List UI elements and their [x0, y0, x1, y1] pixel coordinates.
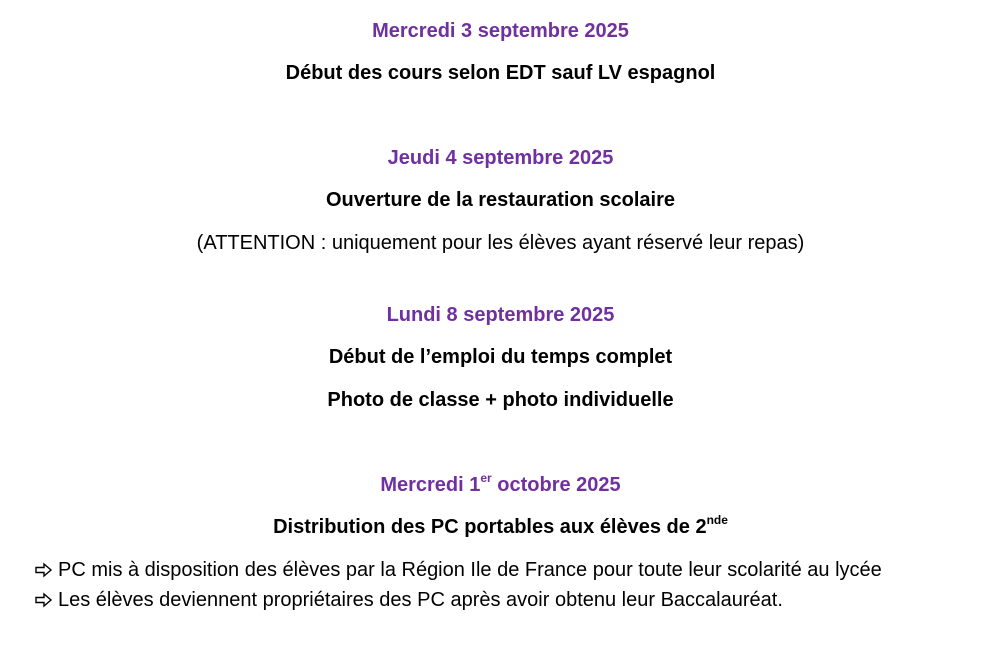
event-line-2: Ouverture de la restauration scolaire — [325, 189, 676, 211]
arrow-right-outline-icon — [34, 562, 54, 578]
event-line-4-prefix: Distribution des PC portables aux élèves de 2 — [273, 516, 707, 538]
event-line-3a: Début de l’emploi du temps complet — [328, 346, 673, 368]
event-line-3b: Photo de classe + photo individuelle — [327, 389, 674, 411]
bullet-text-1: PC mis à disposition des élèves par la Région Ile de France pour toute leur scolarité au lycée — [58, 559, 882, 581]
bullet-text-2: Les élèves deviennent propriétaires des PC après avoir obtenu leur Baccalauréat. — [58, 589, 783, 611]
event-line-4-sup: nde — [706, 513, 728, 527]
bullet-item-1 — [34, 558, 882, 582]
event-date-2: Jeudi 4 septembre 2025 — [387, 147, 614, 169]
event-note-2: (ATTENTION : uniquement pour les élèves ayant réservé leur repas) — [196, 232, 805, 254]
event-date-4-suffix: octobre 2025 — [491, 474, 621, 496]
event-date-4 — [0, 473, 1001, 497]
event-line-4 — [0, 515, 1001, 539]
event-date-3: Lundi 8 septembre 2025 — [386, 304, 615, 326]
event-date-4-sup: er — [480, 471, 492, 485]
event-line-1: Début des cours selon EDT sauf LV espagnol — [285, 62, 716, 84]
event-date-4-prefix: Mercredi 1 — [380, 474, 481, 496]
arrow-right-outline-icon — [34, 592, 54, 608]
event-date-1: Mercredi 3 septembre 2025 — [372, 20, 629, 42]
bullet-item-2 — [34, 588, 783, 612]
